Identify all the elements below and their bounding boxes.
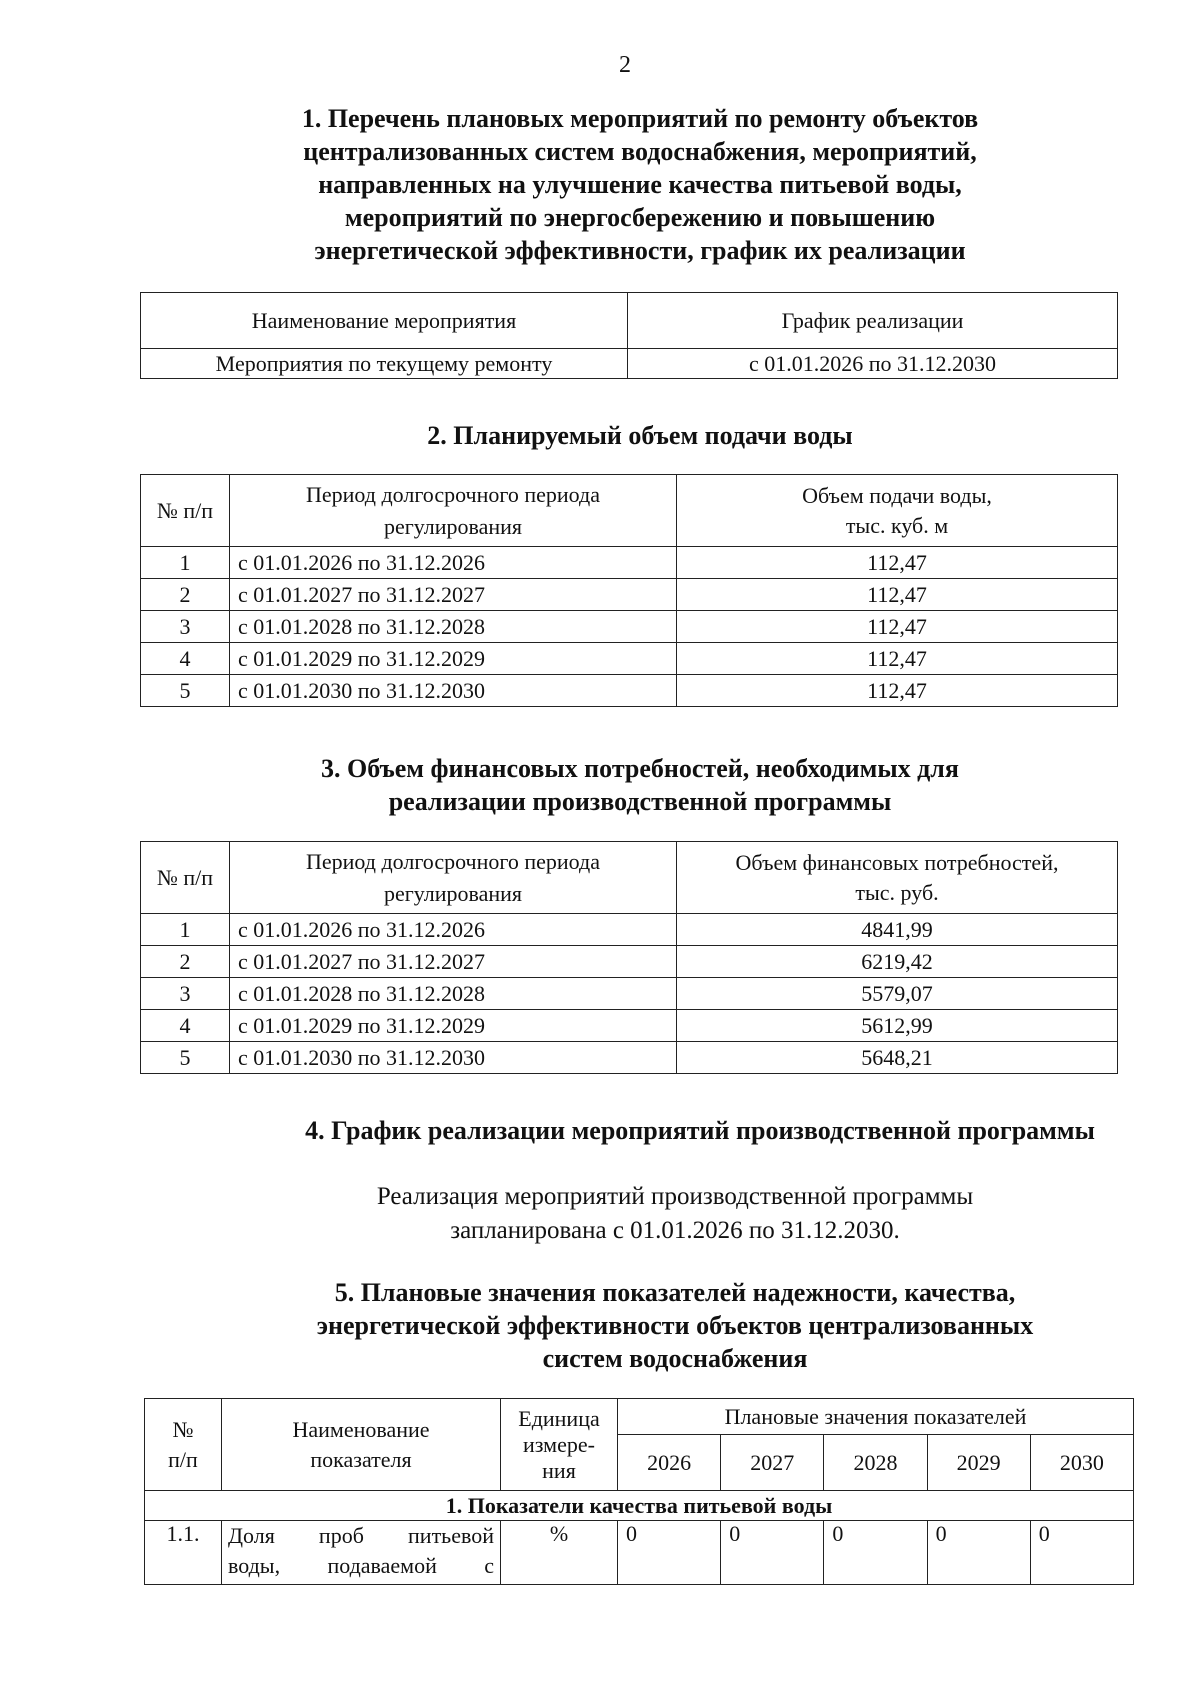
table-row [141,1010,1118,1042]
table-cell: с 01.01.2026 по 31.12.2026 [230,547,677,579]
table-cell: 112,47 [677,611,1118,643]
table-cell: 5 [141,675,230,707]
table-header-row [145,1399,1134,1435]
table-cell: 1 [141,547,230,579]
table-cell-name [222,1521,501,1585]
header-cell-unit [501,1399,618,1491]
table-cell: 1.1. [145,1521,222,1585]
table-cell: с 01.01.2028 по 31.12.2028 [230,978,677,1010]
table-cell: 4 [141,643,230,675]
water-volume-table [140,474,1118,707]
header-line: Объем финансовых потребностей, [735,849,1059,875]
heading-line: 1. Перечень плановых мероприятий по ремонту объектов [301,104,979,133]
text-line: Реализация мероприятий производственной программы [376,1183,974,1210]
table-row [141,349,1118,379]
table-row [145,1521,1134,1585]
header-line: ния [542,1457,576,1483]
header-line: тыс. руб. [855,879,939,905]
header-cell-year: 2028 [824,1435,927,1491]
header-line: Наименование [292,1416,430,1442]
header-cell: График реализации [628,293,1118,349]
table-cell: 4841,99 [677,914,1118,946]
indicators-table [144,1398,1134,1585]
table-cell: 0 [1030,1521,1133,1585]
heading-line: 4. График реализации мероприятий производственной программы [305,1116,1095,1145]
table-row [141,579,1118,611]
header-cell-year: 2030 [1030,1435,1133,1491]
header-cell-number [145,1399,222,1491]
table-row [141,675,1118,707]
financial-needs-table [140,841,1118,1074]
header-line: Единица [518,1405,600,1431]
heading-line: энергетической эффективности, график их реализации [314,236,966,265]
table-group-row [145,1491,1134,1521]
section2-heading [140,419,1140,452]
table-cell: с 01.01.2029 по 31.12.2029 [230,643,677,675]
table-cell: 112,47 [677,579,1118,611]
heading-line: 2. Планируемый объем подачи воды [427,421,853,450]
table-cell: с 01.01.2027 по 31.12.2027 [230,579,677,611]
table-cell: 0 [824,1521,927,1585]
table-row [141,978,1118,1010]
table-cell: с 01.01.2030 по 31.12.2030 [230,1042,677,1074]
table-row [141,611,1118,643]
table-cell: % [501,1521,618,1585]
table-cell: 0 [927,1521,1030,1585]
table-cell: 5 [141,1042,230,1074]
header-line: № [172,1416,194,1442]
section1-heading [140,102,1140,267]
table-cell: 112,47 [677,675,1118,707]
heading-line: направленных на улучшение качества питьевой воды, [318,170,962,199]
heading-line: централизованных систем водоснабжения, мероприятий, [303,137,977,166]
header-cell-period [230,842,677,914]
header-line: показателя [310,1446,412,1472]
table-cell: 0 [618,1521,721,1585]
heading-line: 3. Объем финансовых потребностей, необходимых для [321,754,959,783]
heading-line: реализации производственной программы [388,787,892,816]
header-cell-volume [677,475,1118,547]
header-line: п/п [168,1446,198,1472]
text-line: запланирована с 01.01.2026 по 31.12.2030. [450,1217,900,1244]
section4-heading [200,1114,1200,1147]
table-cell: 5579,07 [677,978,1118,1010]
page-number: 2 [619,52,631,78]
header-cell-plan: Плановые значения показателей [618,1399,1134,1435]
section3-heading [140,752,1140,818]
header-line: регулирования [383,513,523,539]
table-cell: 2 [141,579,230,611]
header-line: регулирования [383,880,523,906]
table-header-row [141,293,1118,349]
table-row [141,643,1118,675]
heading-line: систем водоснабжения [542,1344,808,1373]
header-line: Объем подачи воды, [802,482,992,508]
table-cell: с 01.01.2030 по 31.12.2030 [230,675,677,707]
table-cell: с 01.01.2026 по 31.12.2030 [628,349,1118,379]
table-cell: 5648,21 [677,1042,1118,1074]
header-cell: Наименование мероприятия [141,293,628,349]
table-cell: 3 [141,978,230,1010]
table-row [141,1042,1118,1074]
table-cell: 112,47 [677,643,1118,675]
text-line: Доля проб питьевой [228,1523,494,1548]
header-cell-number: № п/п [141,842,230,914]
heading-line: мероприятий по энергосбережению и повышению [344,203,936,232]
table-row [141,547,1118,579]
header-line: Период долгосрочного периода [305,481,601,507]
table-cell: с 01.01.2027 по 31.12.2027 [230,946,677,978]
table-cell: 6219,42 [677,946,1118,978]
table-cell: 4 [141,1010,230,1042]
header-cell-year: 2026 [618,1435,721,1491]
table-cell: 3 [141,611,230,643]
table-cell: 0 [721,1521,824,1585]
group-cell: 1. Показатели качества питьевой воды [145,1491,1134,1521]
table-row [141,946,1118,978]
header-line: измере- [523,1431,595,1457]
text-line: воды, подаваемой с [228,1553,494,1578]
table-cell: 2 [141,946,230,978]
header-cell-number: № п/п [141,475,230,547]
header-cell-year: 2029 [927,1435,1030,1491]
table-header-row [141,475,1118,547]
table-cell: с 01.01.2028 по 31.12.2028 [230,611,677,643]
header-cell-period [230,475,677,547]
table-cell: с 01.01.2026 по 31.12.2026 [230,914,677,946]
header-cell-finance [677,842,1118,914]
header-cell-name [222,1399,501,1491]
table-cell: с 01.01.2029 по 31.12.2029 [230,1010,677,1042]
table-header-row [141,842,1118,914]
table-cell: Мероприятия по текущему ремонту [141,349,628,379]
header-cell-year: 2027 [721,1435,824,1491]
header-line: Период долгосрочного периода [305,848,601,874]
section4-text [175,1180,1175,1248]
header-line: тыс. куб. м [845,512,949,538]
table-cell: 1 [141,914,230,946]
heading-line: 5. Плановые значения показателей надежности, качества, [334,1278,1016,1307]
activities-table [140,292,1118,379]
heading-line: энергетической эффективности объектов централизованных [316,1311,1034,1340]
section5-heading [175,1276,1175,1375]
table-cell: 112,47 [677,547,1118,579]
table-cell: 5612,99 [677,1010,1118,1042]
table-row [141,914,1118,946]
